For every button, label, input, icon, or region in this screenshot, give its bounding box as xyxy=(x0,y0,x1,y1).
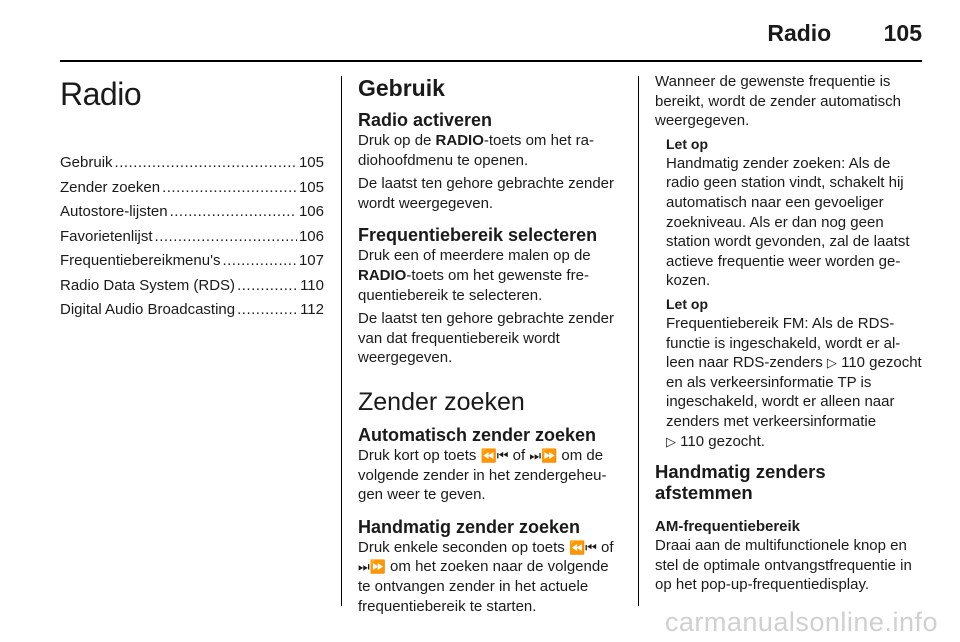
toc-leader xyxy=(170,200,297,225)
heading-afstemmen: Handmatig zenders afstemmen xyxy=(655,461,826,504)
column-toc xyxy=(60,72,324,323)
toc-entry-page: 105 xyxy=(298,178,324,196)
toc-leader xyxy=(237,298,298,323)
toc-entry-label: Gebruik xyxy=(60,154,113,171)
column-divider-1 xyxy=(341,76,342,606)
toc-entry-page: 112 xyxy=(300,301,324,318)
toc-leader xyxy=(115,151,297,176)
toc-entry-label: Radio Data System (RDS) xyxy=(60,276,236,294)
paragraph-last-station: De laatst ten gehore gebrachte zender wordt weergegeven. xyxy=(358,175,615,212)
page-ref-icon: ▷ xyxy=(826,355,837,371)
heading-zender-zoeken: Zender zoeken xyxy=(358,387,525,416)
header-page-number: 105 xyxy=(883,20,922,46)
toc-leader xyxy=(155,225,297,250)
radio-key-label: RADIO xyxy=(435,132,484,149)
toc-leader xyxy=(222,249,297,274)
paragraph-freq-last: De laatst ten gehore gebrachte zender van dat frequentiebereik wordt weergegeven. xyxy=(358,310,615,367)
toc-entry-page: 106 xyxy=(298,227,324,245)
toc-entry-page: 106 xyxy=(298,203,324,220)
seek-forward-icon: ⏭⏩ xyxy=(529,447,558,463)
note-1-heading: Let op xyxy=(666,135,708,152)
toc-entry-label: Frequentiebereikmenu's xyxy=(60,252,221,269)
header-title: Radio xyxy=(767,20,832,46)
header-rule xyxy=(60,60,922,62)
toc-entry-label: Favorietenlijst xyxy=(60,227,153,245)
note-2-heading: Let op xyxy=(666,295,708,312)
paragraph-freq-select: Druk een of meerdere malen op de RADIO-toets om het gewenste frequentiebereik te selecteren. xyxy=(358,247,591,304)
page-ref-link[interactable]: 110 xyxy=(841,354,866,372)
page-ref-icon-2: ▷ xyxy=(666,433,676,449)
toc-entry-label: Digital Audio Broadcasting xyxy=(60,301,236,318)
note-2 xyxy=(655,295,923,451)
heading-automatisch: Automatisch zender zoeken xyxy=(358,424,597,445)
page-ref-link-2[interactable]: 110 xyxy=(680,432,705,450)
toc-entry-label: Autostore-lijsten xyxy=(60,203,168,220)
heading-handmatig-zoeken: Handmatig zender zoeken xyxy=(358,516,581,537)
heading-am: AM-frequentiebereik xyxy=(655,518,801,536)
toc-entry-label: Zender zoeken xyxy=(60,178,161,196)
toc-entry[interactable] xyxy=(60,298,324,323)
watermark: carmanualsonline.info xyxy=(664,607,938,637)
toc-entry[interactable] xyxy=(60,274,324,299)
heading-gebruik: Gebruik xyxy=(358,75,445,101)
note-1-text: Handmatig zender zoeken: Als de radio geen station vindt, schakelt hij automatisch naar een gevoeliger zoekniveau. Als er dan nog geen station wordt gevonden, zal de laatst actieve frequentie weer worden gekozen. xyxy=(666,154,910,290)
note-2-text: Frequentiebereik FM: Als de RDS-functie is ingeschakeld, wordt er alleen naar RDS-zenders ▷ 110 gezocht en als verkeersinformatie TP is ingeschakeld, wordt er alleen naar zenders met verkeersinformatie ▷ 110 gezocht. xyxy=(666,314,922,450)
radio-key-label-2: RADIO xyxy=(358,266,407,284)
heading-frequentiebereik: Frequentiebereik selecteren xyxy=(358,225,598,246)
toc-leader xyxy=(162,176,297,201)
column-3 xyxy=(655,72,923,599)
toc-entry-page: 105 xyxy=(298,154,324,171)
seek-back-icon: ⏪⏮ xyxy=(480,447,509,463)
toc-entry[interactable] xyxy=(60,225,324,250)
table-of-contents xyxy=(60,151,324,323)
chapter-title: Radio xyxy=(60,76,142,112)
paragraph-manual-search: Druk enkele seconden op toets ⏪⏮ of ⏭⏩ om het zoeken naar de volgende te ontvangen zender in het actuele frequentiebereik te starten. xyxy=(358,538,614,615)
column-2 xyxy=(358,72,623,620)
seek-back-icon-2: ⏪⏮ xyxy=(568,539,597,555)
paragraph-freq-reached: Wanneer de gewenste frequentie is bereikt, wordt de zender automatisch weergegeven. xyxy=(655,73,901,130)
toc-entry-page: 107 xyxy=(298,252,324,269)
toc-entry[interactable] xyxy=(60,151,324,176)
page-header xyxy=(767,20,922,47)
toc-entry[interactable] xyxy=(60,200,324,225)
seek-forward-icon-2: ⏭⏩ xyxy=(358,559,386,575)
paragraph-auto-search: Druk kort op toets ⏪⏮ of ⏭⏩ om de volgende zender in het zendergeheugen weer te geven. xyxy=(358,446,607,504)
toc-leader xyxy=(237,274,298,299)
toc-entry[interactable] xyxy=(60,249,324,274)
toc-entry[interactable] xyxy=(60,176,324,201)
paragraph-activeren: Druk op de RADIO-toets om het radiohoofdmenu te openen. xyxy=(358,132,594,169)
column-divider-2 xyxy=(638,76,639,606)
toc-entry-page: 110 xyxy=(300,276,324,294)
note-1 xyxy=(655,135,923,291)
paragraph-am: Draai aan de multifunctionele knop en stel de optimale ontvangstfrequentie in op het pop-up-frequentiedisplay. xyxy=(655,537,912,594)
heading-radio-activeren: Radio activeren xyxy=(358,110,493,130)
